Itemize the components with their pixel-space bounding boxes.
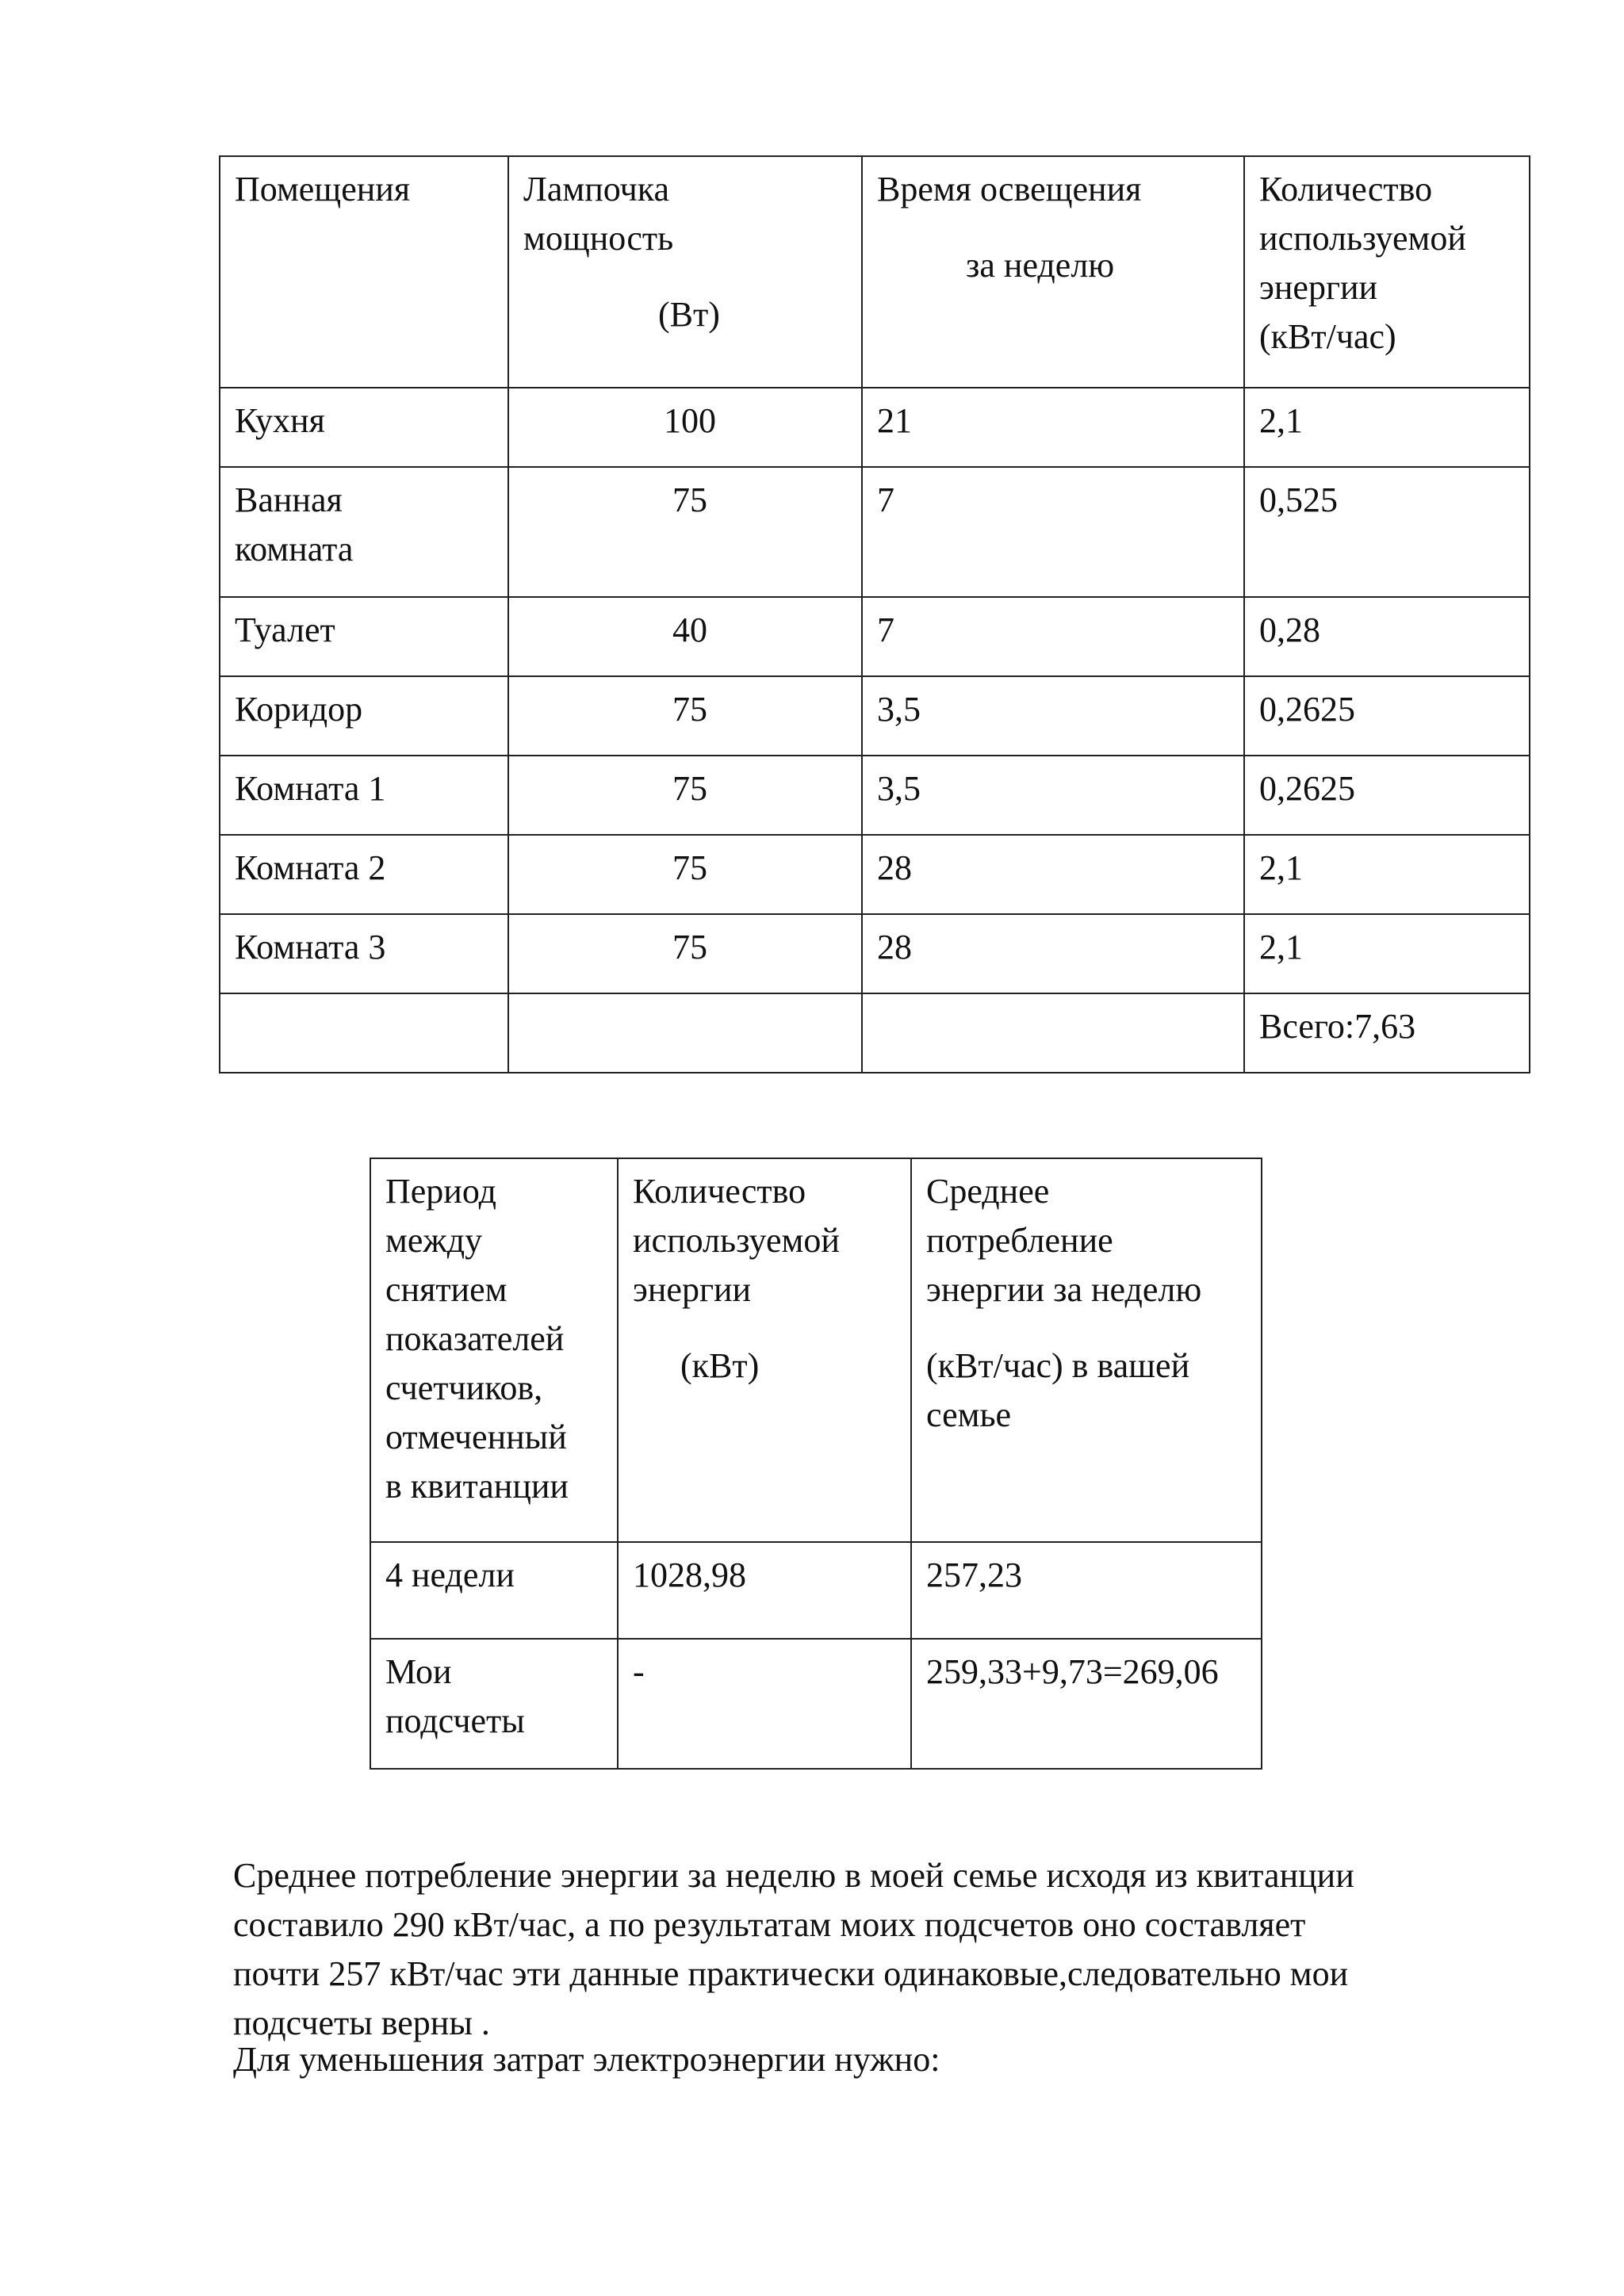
header-average-line4: (кВт/час) в вашей — [926, 1346, 1190, 1385]
header-period-line: между — [385, 1221, 483, 1260]
header-period-line: отмеченный — [385, 1418, 567, 1456]
header-average-line3: энергии за неделю — [926, 1270, 1202, 1309]
energy-cell: 0,2625 — [1244, 676, 1530, 756]
header-bulb-power — [508, 156, 862, 388]
header-energy-line3: энергии — [633, 1270, 752, 1309]
meter-readings-table — [370, 1158, 1262, 1770]
energy-cell: 0,28 — [1244, 597, 1530, 676]
header-energy-unit: (кВт) — [680, 1346, 760, 1385]
period-cell — [370, 1639, 618, 1769]
header-bulb-power-unit: (Вт) — [658, 295, 720, 334]
period-line1: Мои — [385, 1652, 452, 1691]
power-cell: 75 — [508, 467, 862, 597]
header-energy-line2: используемой — [633, 1221, 840, 1260]
header-average-line5: семье — [926, 1395, 1012, 1434]
table-row — [220, 388, 1530, 467]
header-lighting-time — [862, 156, 1244, 388]
table-row — [220, 676, 1530, 756]
header-rooms — [220, 156, 508, 388]
energy-cell: 0,525 — [1244, 467, 1530, 597]
header-bulb-power-line2: мощность — [523, 219, 674, 258]
table-row — [220, 597, 1530, 676]
empty-cell — [220, 993, 508, 1073]
room-line2: комната — [235, 530, 354, 568]
power-cell: 75 — [508, 914, 862, 993]
conclusion-line: Среднее потребление энергии за неделю в моей семье исходя из квитанции — [233, 1856, 1354, 1895]
conclusion-line: почти 257 кВт/час эти данные практически одинаковые,следовательно мои — [233, 1954, 1349, 1993]
header-period-line: показателей — [385, 1319, 565, 1358]
header-period-line: счетчиков, — [385, 1368, 543, 1407]
room-cell: Комната 2 — [220, 835, 508, 914]
room-cell: Туалет — [220, 597, 508, 676]
header-energy-used — [1244, 156, 1530, 388]
time-cell: 7 — [862, 597, 1244, 676]
room-line1: Ванная — [235, 480, 343, 519]
header-lighting-time-line1: Время освещения — [877, 170, 1142, 209]
energy-cell: 2,1 — [1244, 388, 1530, 467]
empty-cell — [862, 993, 1244, 1073]
table-row — [220, 914, 1530, 993]
table-row — [220, 467, 1530, 597]
energy-cell: 2,1 — [1244, 835, 1530, 914]
energy-cell: 1028,98 — [618, 1542, 911, 1639]
header-energy-line4: (кВт/час) — [1259, 317, 1396, 356]
power-cell: 75 — [508, 756, 862, 835]
header-period-line: Период — [385, 1172, 496, 1211]
header-energy-line1: Количество — [633, 1172, 806, 1211]
time-cell: 21 — [862, 388, 1244, 467]
time-cell: 28 — [862, 835, 1244, 914]
average-cell: 259,33+9,73=269,06 — [911, 1639, 1262, 1769]
header-rooms-text: Помещения — [235, 170, 411, 209]
header-period — [370, 1158, 618, 1542]
followup-paragraph: Для уменьшения затрат электроэнергии нужно: — [233, 2040, 940, 2079]
room-cell — [220, 467, 508, 597]
empty-cell — [508, 993, 862, 1073]
table-row — [220, 756, 1530, 835]
header-lighting-time-line2: за неделю — [966, 246, 1115, 285]
room-cell: Комната 1 — [220, 756, 508, 835]
header-average-consumption — [911, 1158, 1262, 1542]
header-energy-line2: используемой — [1259, 219, 1466, 258]
time-cell: 7 — [862, 467, 1244, 597]
total-cell: Всего:7,63 — [1244, 993, 1530, 1073]
header-bulb-power-line1: Лампочка — [523, 170, 669, 209]
power-cell: 75 — [508, 676, 862, 756]
table-header-row — [370, 1158, 1262, 1542]
period-cell: 4 недели — [370, 1542, 618, 1639]
energy-usage-table — [219, 155, 1530, 1073]
header-energy-line1: Количество — [1259, 170, 1433, 209]
header-average-line1: Среднее — [926, 1172, 1050, 1211]
period-line2: подсчеты — [385, 1701, 525, 1740]
header-period-line: снятием — [385, 1270, 508, 1309]
room-cell: Кухня — [220, 388, 508, 467]
room-cell: Коридор — [220, 676, 508, 756]
table-header-row — [220, 156, 1530, 388]
header-energy-line3: энергии — [1259, 268, 1378, 307]
energy-cell: - — [618, 1639, 911, 1769]
conclusion-paragraph — [233, 1851, 1534, 2048]
table-row — [220, 835, 1530, 914]
time-cell: 28 — [862, 914, 1244, 993]
total-row — [220, 993, 1530, 1073]
header-period-line: в квитанции — [385, 1467, 569, 1506]
time-cell: 3,5 — [862, 676, 1244, 756]
energy-cell: 2,1 — [1244, 914, 1530, 993]
power-cell: 100 — [508, 388, 862, 467]
header-energy-used — [618, 1158, 911, 1542]
table-row — [370, 1542, 1262, 1639]
conclusion-line: подсчеты верны . — [233, 2003, 490, 2042]
power-cell: 75 — [508, 835, 862, 914]
table-row — [370, 1639, 1262, 1769]
power-cell: 40 — [508, 597, 862, 676]
average-cell: 257,23 — [911, 1542, 1262, 1639]
room-cell: Комната 3 — [220, 914, 508, 993]
time-cell: 3,5 — [862, 756, 1244, 835]
header-average-line2: потребление — [926, 1221, 1113, 1260]
energy-cell: 0,2625 — [1244, 756, 1530, 835]
conclusion-line: составило 290 кВт/час, а по результатам моих подсчетов оно составляет — [233, 1905, 1306, 1944]
